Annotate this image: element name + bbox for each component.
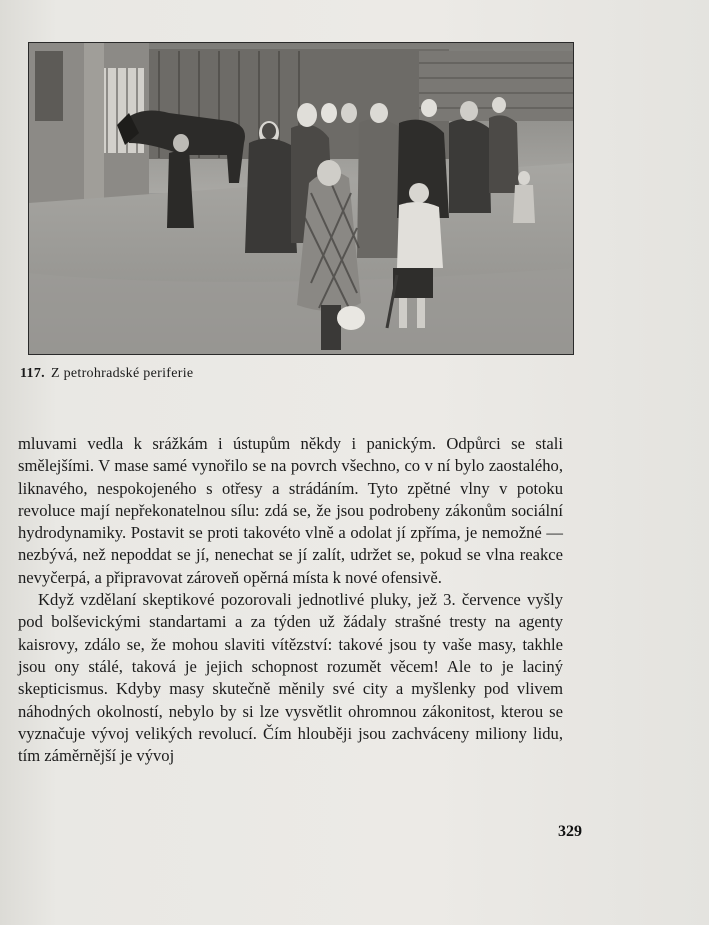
paragraph-2: Když vzdělaní skeptikové pozorovali jednotlivé pluky, jež 3. července vyšly pod bolševickými standartami a za týden už žádaly strašné tresty na agenty kaisrovy, zdálo se, že mohou slaviti vítězství: takové jsou ty vaše masy, takhle jsou ony stálé, taková je jejich schopnost rozumět věcem! Ale to je laciný skepticismus. Kdyby masy skutečně měnily své city a myšlenky pod vlivem náhodných okolností, nebylo by si lze vysvětlit ohromnou zákonitost, kterou se vyznačuje vývoj velikých revolucí. Čím hlouběji jsou zachváceny miliony lidu, tím záměrnější je vývoj [18,590,563,766]
body-text [18,433,563,767]
figure-photo [28,42,574,355]
figure-caption [20,366,193,382]
page-number: 329 [558,823,582,840]
figure-caption-text: Z petrohradské periferie [50,366,194,381]
paragraph-1: mluvami vedla k srážkám i ústupům někdy i panickým. Odpůrci se stali smělejšími. V mase samé vynořilo se na povrch všechno, co v ní bylo zaostalého, liknavého, nespokojeného s otřesy a strádáním. Tyto zpětné vlny v potoku revoluce mají nepřekonatelnou sílu: zdá se, že jsou podrobeny zákonům sociální hydrodynamiky. Postavit se proti takovéto vlně a odolat jí zpříma, je nemožné — nezbývá, než nepoddat se jí, nenechat se jí zalít, udržet se, pokud se vlna reakce nevyčerpá, a připravovat zároveň opěrná místa k nové ofensivě. [18,434,563,587]
street-crowd-photo-icon [29,43,573,354]
figure-number: 117. [20,366,45,381]
